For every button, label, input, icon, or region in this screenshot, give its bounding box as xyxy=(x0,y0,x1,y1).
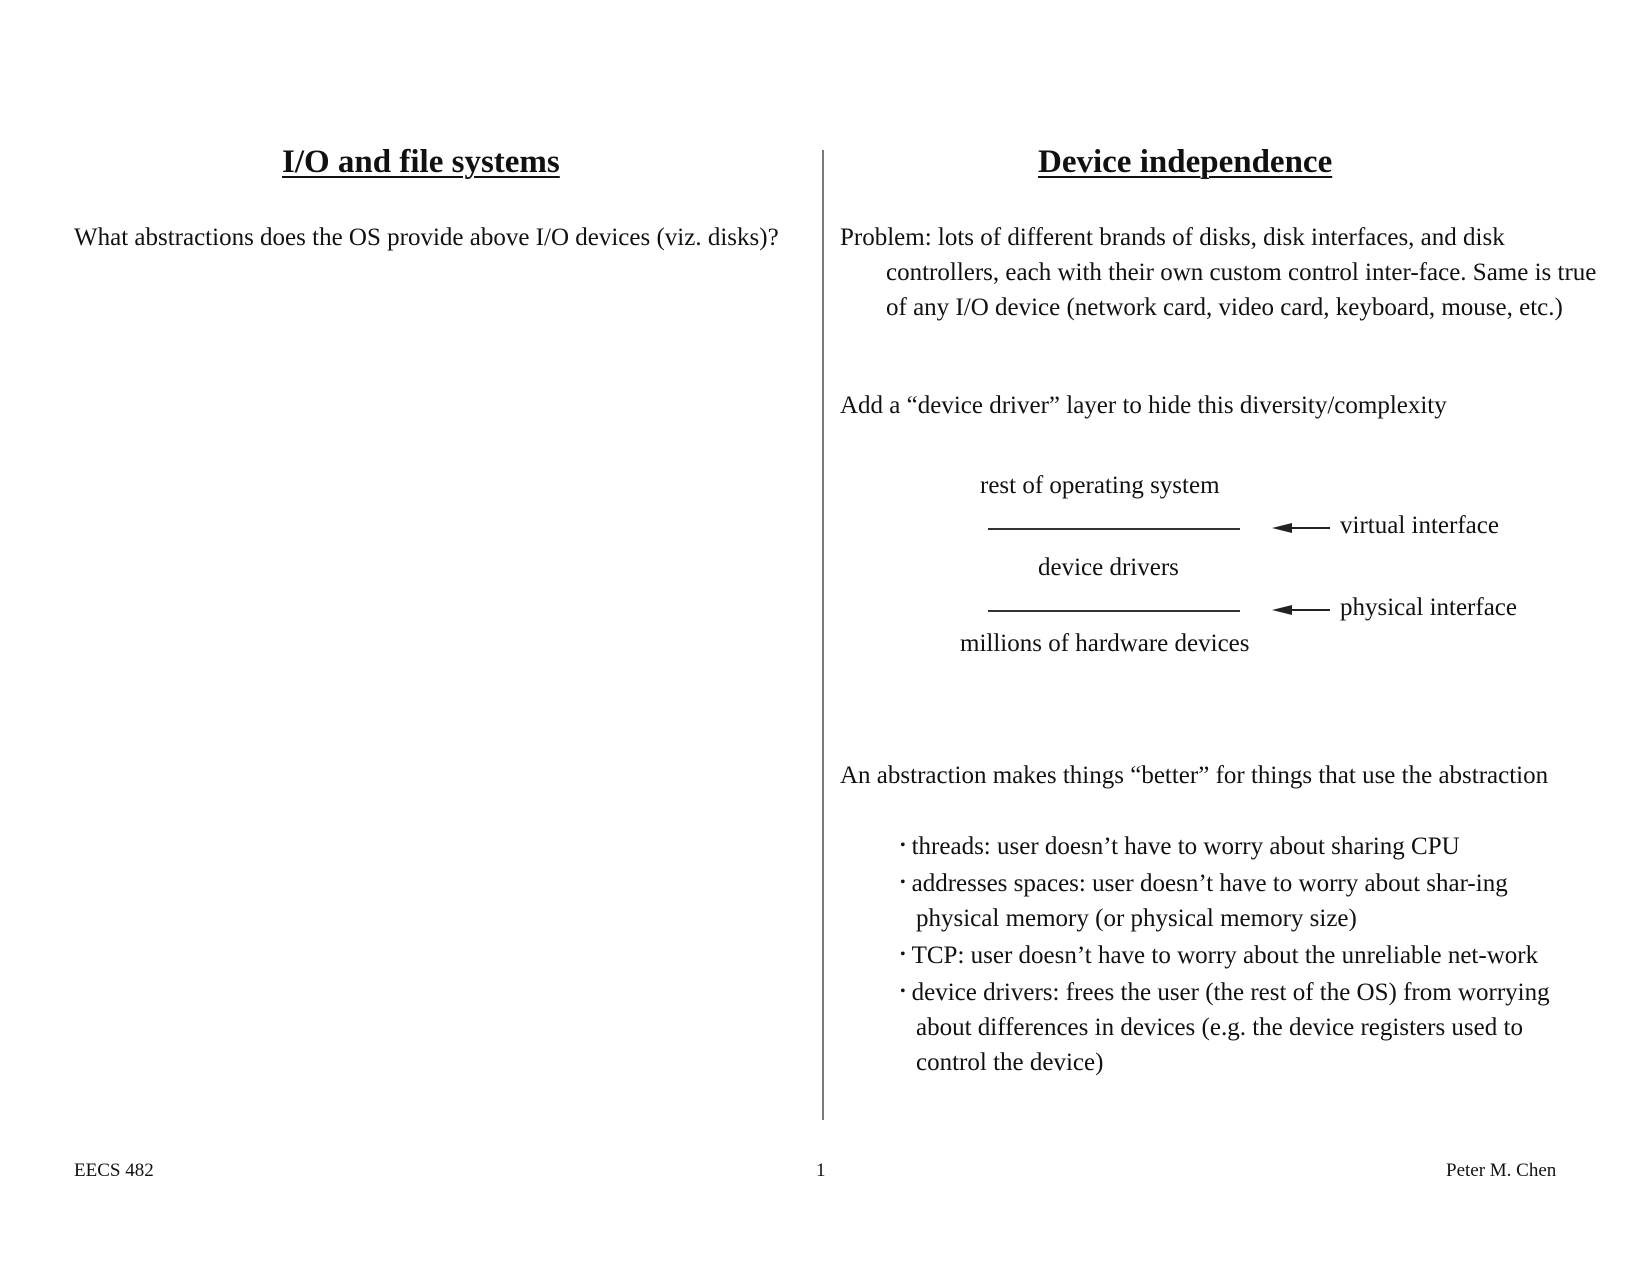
list-item xyxy=(886,937,1566,973)
bullet-icon: • xyxy=(900,837,906,854)
bullet-text: device drivers: frees the user (the rest of the OS) from worrying about differences in devices (e.g. the device registers used to control the device) xyxy=(911,979,1550,1076)
footer-course: EECS 482 xyxy=(74,1160,154,1181)
virtual-interface-label: virtual interface xyxy=(1340,512,1499,539)
list-item xyxy=(886,828,1566,864)
column-divider xyxy=(822,150,824,1120)
virtual-interface-line xyxy=(988,528,1240,530)
bullet-icon: • xyxy=(900,946,906,963)
list-item xyxy=(886,974,1566,1080)
footer-author: Peter M. Chen xyxy=(1446,1160,1557,1181)
bullet-icon: • xyxy=(900,874,906,891)
list-item xyxy=(886,865,1566,936)
left-question: What abstractions does the OS provide above I/O devices (viz. disks)? xyxy=(74,224,779,251)
footer-page-number: 1 xyxy=(816,1160,826,1181)
bullet-text: addresses spaces: user doesn’t have to worry about shar-ing physical memory (or physical memory size) xyxy=(911,870,1508,932)
left-title: I/O and file systems xyxy=(282,144,560,180)
diagram-bottom-label: millions of hardware devices xyxy=(960,630,1250,657)
bullet-icon: • xyxy=(900,983,906,1000)
left-arrow-icon xyxy=(1272,604,1330,616)
abstraction-bullet-list xyxy=(886,828,1566,1081)
physical-interface-line xyxy=(988,610,1240,612)
abstraction-paragraph: An abstraction makes things “better” for things that use the abstraction xyxy=(840,762,1549,789)
add-layer-paragraph: Add a “device driver” layer to hide this diversity/complexity xyxy=(840,392,1447,419)
left-arrow-icon xyxy=(1272,522,1330,534)
right-title: Device independence xyxy=(1038,144,1333,180)
layer-diagram xyxy=(840,470,1570,690)
diagram-middle-label: device drivers xyxy=(1038,554,1179,581)
bullet-text: threads: user doesn’t have to worry about sharing CPU xyxy=(911,833,1460,860)
bullet-text: TCP: user doesn’t have to worry about the unreliable net-work xyxy=(911,942,1539,969)
diagram-top-label: rest of operating system xyxy=(980,472,1220,499)
problem-paragraph: Problem: lots of different brands of disks, disk interfaces, and disk controllers, each with their own custom control inter-face. Same is true of any I/O device (network card, video card, keyboard, mouse, etc.) xyxy=(840,224,1597,321)
physical-interface-label: physical interface xyxy=(1340,594,1517,621)
